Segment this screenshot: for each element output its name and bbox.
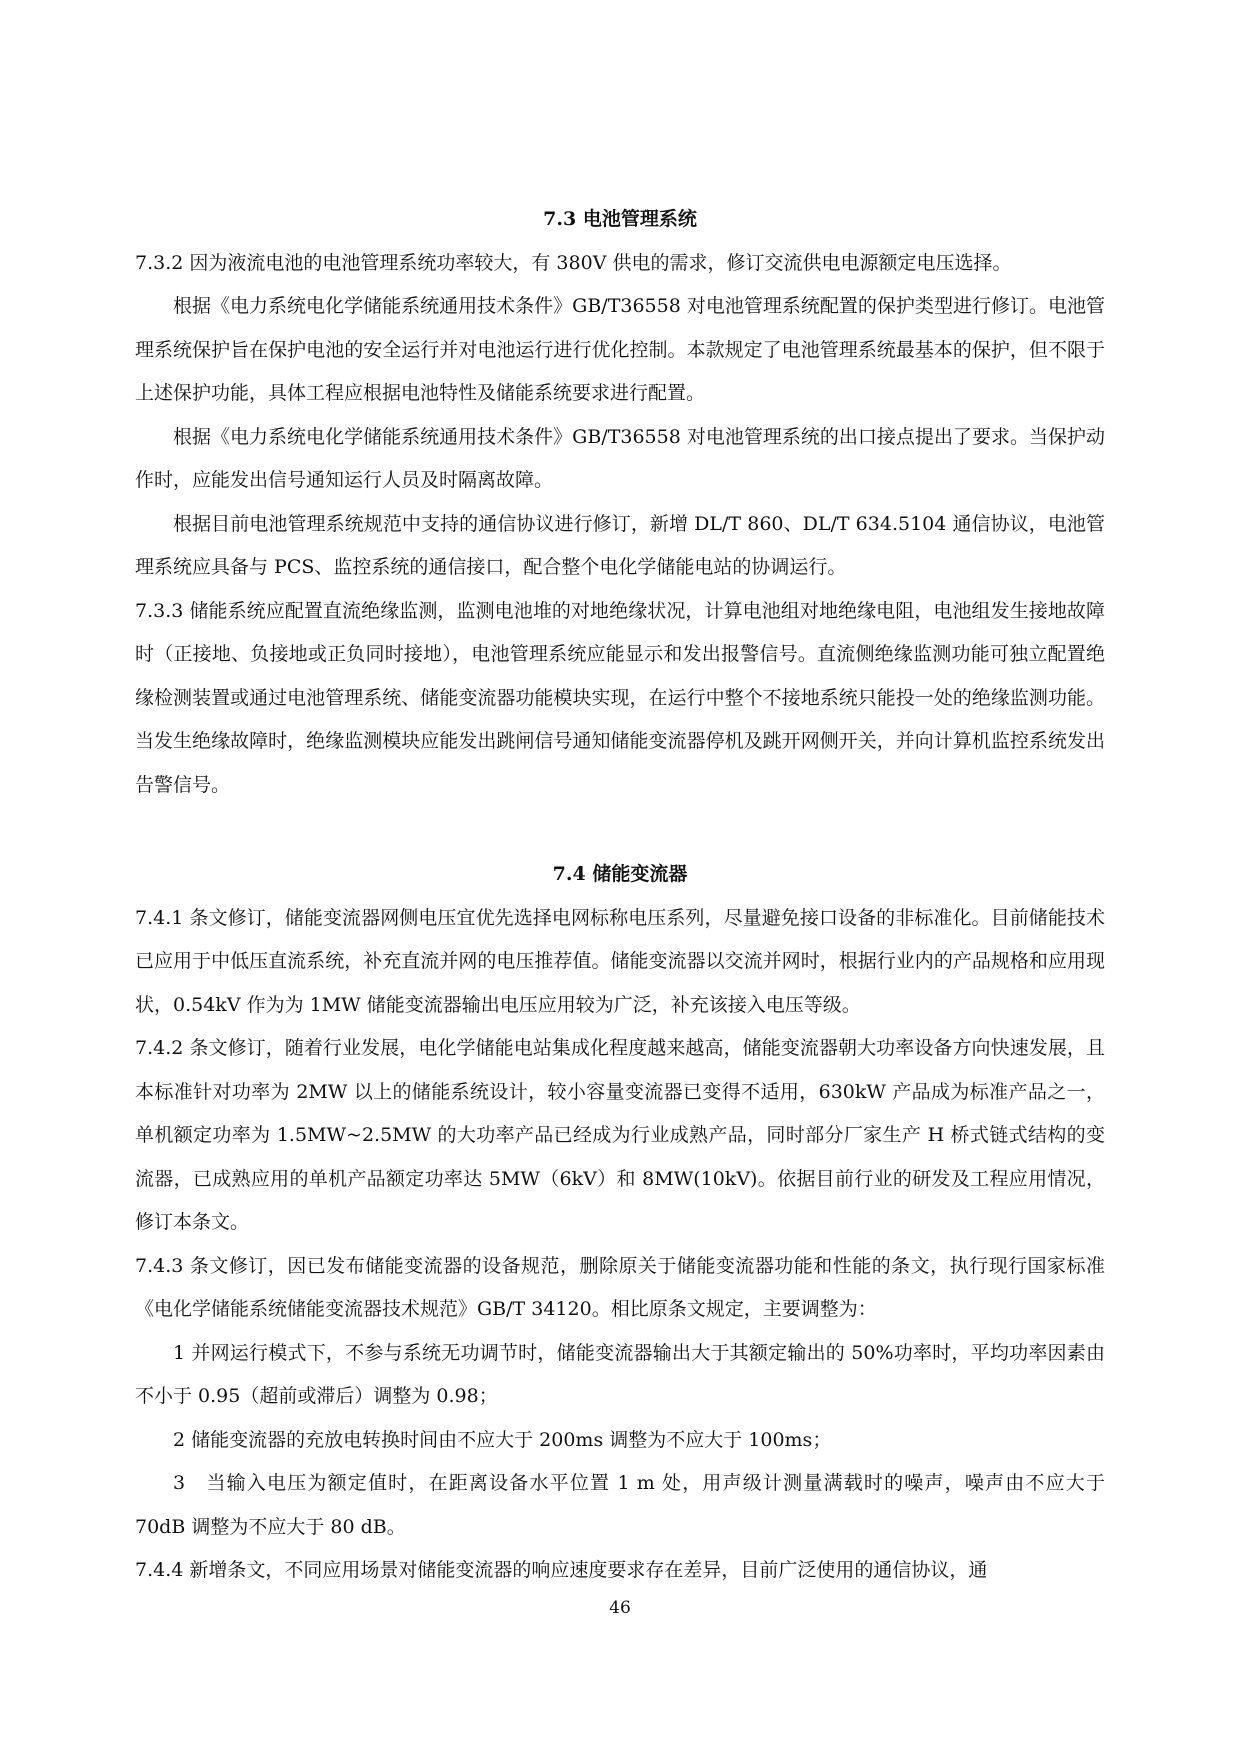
page-number: 46 (609, 1598, 631, 1618)
list-item-2: 2 储能变流器的充放电转换时间由不应大于 200ms 调整为不应大于 100ms； (173, 1428, 832, 1451)
clause-7-3-3: 7.3.3 储能系统应配置直流绝缘监测，监测电池堆的对地绝缘状况，计算电池组对地绝缘电阻，电池组发生接地故障时（正接地、负接地或正负同时接地），电池管理系统应能显示和发出报警信号。直流侧绝缘监测功能可独立配置绝缘检测装置或通过电池管理系统、储能变流器功能模块实现，在运行中整个不接地系统只能投一处的绝缘监测功能。当发生绝缘故障时，绝缘监测模块应能发出跳闸信号通知储能变流器停机及跳开网侧开关，并向计算机监控系统发出告警信号。 (135, 599, 1105, 796)
section-title-7-3: 7.3 电池管理系统 (543, 208, 697, 230)
clause-7-4-1: 7.4.1 条文修订，储能变流器网侧电压宜优先选择电网标称电压系列，尽量避免接口设备的非标准化。目前储能技术已应用于中低压直流系统，补充直流并网的电压推荐值。储能变流器以交流并网时，根据行业内的产品规格和应用现状，0.54kV 作为为 1MW 储能变流器输出电压应用较为广泛，补充该接入电压等级。 (135, 906, 1105, 1016)
paragraph-output-contacts: 根据《电力系统电化学储能系统通用技术条件》GB/T36558 对电池管理系统的出口接点提出了要求。当保护动作时，应能发出信号通知运行人员及时隔离故障。 (135, 425, 1105, 491)
list-item-3: 3 当输入电压为额定值时，在距离设备水平位置 1 m 处，用声级计测量满载时的噪声，噪声由不应大于 70dB 调整为不应大于 80 dB。 (135, 1472, 1105, 1538)
list-item-1: 1 并网运行模式下，不参与系统无功调节时，储能变流器输出大于其额定输出的 50%功率时，平均功率因素由不小于 0.95（超前或滞后）调整为 0.98； (135, 1341, 1105, 1407)
clause-7-4-3: 7.4.3 条文修订，因已发布储能变流器的设备规范，删除原关于储能变流器功能和性能的条文，执行现行国家标准《电化学储能系统储能变流器技术规范》GB/T 34120。相比原条文规定，主要调整为： (135, 1254, 1105, 1320)
section-spacer (135, 807, 1105, 853)
clause-7-4-2: 7.4.2 条文修订，随着行业发展，电化学储能电站集成化程度越来越高，储能变流器朝大功率设备方向快速发展，且本标准针对功率为 2MW 以上的储能系统设计，较小容量变流器已变得不适用，630kW 产品成为标准产品之一，单机额定功率为 1.5MW~2.5MW 的大功率产品已经成为行业成熟产品，同时部分厂家生产 H 桥式链式结构的变流器，已成熟应用的单机产品额定功率达 5MW（6kV）和 8MW(10kV)。依据目前行业的研发及工程应用情况，修订本条文。 (135, 1037, 1105, 1233)
paragraph-communication-protocols: 根据目前电池管理系统规范中支持的通信协议进行修订，新增 DL/T 860、DL/T 634.5104 通信协议，电池管理系统应具备与 PCS、监控系统的通信接口，配合整个电化学储能电站的协调运行。 (135, 512, 1105, 578)
clause-7-4-4: 7.4.4 新增条文，不同应用场景对储能变流器的响应速度要求存在差异，目前广泛使用的通信协议，通 (135, 1559, 988, 1581)
paragraph-protection-types: 根据《电力系统电化学储能系统通用技术条件》GB/T36558 对电池管理系统配置的保护类型进行修订。电池管理系统保护旨在保护电池的安全运行并对电池运行进行优化控制。本款规定了电池管理系统最基本的保护，但不限于上述保护功能，具体工程应根据电池特性及储能系统要求进行配置。 (135, 295, 1105, 404)
page-content (135, 198, 1105, 1593)
section-title-7-4: 7.4 储能变流器 (552, 863, 688, 885)
clause-7-3-2: 7.3.2 因为液流电池的电池管理系统功率较大，有 380V 供电的需求，修订交流供电电源额定电压选择。 (135, 251, 1012, 274)
